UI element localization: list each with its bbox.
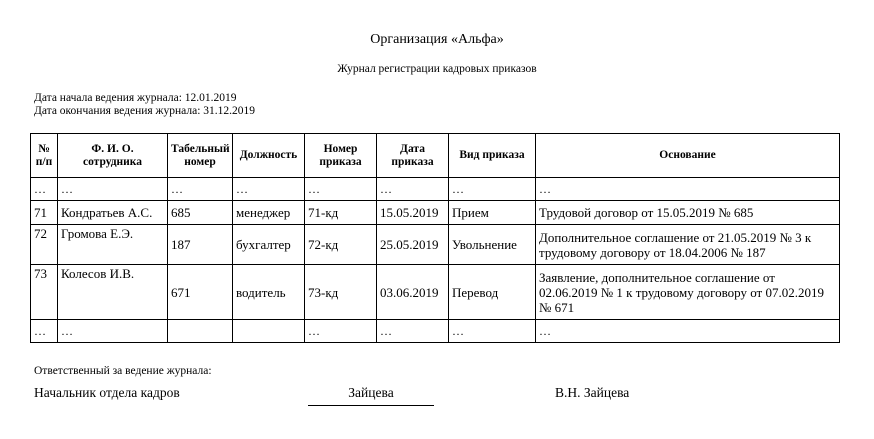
- cell-number: 72: [31, 225, 58, 265]
- responsible-full-name: В.Н. Зайцева: [555, 385, 630, 400]
- col-header-order-type: Вид приказа: [449, 134, 536, 178]
- cell-number: 71: [31, 201, 58, 225]
- col-header-order-number: Номер приказа: [305, 134, 377, 178]
- responsible-label: Ответственный за ведение журнала:: [34, 365, 212, 377]
- table-cell: …: [58, 178, 168, 201]
- table-row: [31, 265, 840, 320]
- table-row-ellipsis-top: [31, 178, 840, 201]
- end-date-line: Дата окончания ведения журнала: 31.12.2019: [34, 105, 256, 117]
- journal-title: Журнал регистрации кадровых приказов: [337, 63, 537, 75]
- cell-order-date: 03.06.2019: [377, 265, 449, 320]
- responsible-position: Начальник отдела кадров: [34, 385, 180, 400]
- table-cell: …: [168, 178, 233, 201]
- cell-name: Кондратьев А.С.: [58, 201, 168, 225]
- cell-position: менеджер: [233, 201, 305, 225]
- orders-register-table: [30, 133, 840, 343]
- cell-order-type: Перевод: [449, 265, 536, 320]
- table-cell: …: [377, 178, 449, 201]
- col-header-name: Ф. И. О. сотрудника: [58, 134, 168, 178]
- cell-tab-number: 671: [168, 265, 233, 320]
- table-row: [31, 225, 840, 265]
- cell-tab-number: 685: [168, 201, 233, 225]
- table-cell: …: [449, 320, 536, 343]
- cell-basis: Трудовой договор от 15.05.2019 № 685: [536, 201, 840, 225]
- cell-order-date: 15.05.2019: [377, 201, 449, 225]
- cell-position: водитель: [233, 265, 305, 320]
- cell-basis: Заявление, дополнительное соглашение от 02.06.2019 № 1 к трудовому договору от 07.02.2019 № 671: [536, 265, 840, 320]
- table-cell: …: [536, 320, 840, 343]
- table-cell: …: [233, 178, 305, 201]
- cell-name: Громова Е.Э.: [58, 225, 168, 265]
- table-cell: [168, 320, 233, 343]
- start-date-line: Дата начала ведения журнала: 12.01.2019: [34, 92, 237, 104]
- cell-basis: Дополнительное соглашение от 21.05.2019 № 3 к трудовому договору от 18.04.2006 № 187: [536, 225, 840, 265]
- organization-name: Организация «Альфа»: [370, 32, 504, 47]
- table-cell: …: [305, 178, 377, 201]
- cell-order-type: Прием: [449, 201, 536, 225]
- table-cell: …: [58, 320, 168, 343]
- col-header-tab-number: Табельный номер: [168, 134, 233, 178]
- table-cell: …: [31, 178, 58, 201]
- journal-dates: [34, 92, 255, 118]
- table-cell: …: [449, 178, 536, 201]
- table-cell: …: [31, 320, 58, 343]
- cell-order-number: 73-кд: [305, 265, 377, 320]
- cell-order-number: 71-кд: [305, 201, 377, 225]
- cell-order-date: 25.05.2019: [377, 225, 449, 265]
- table-cell: [233, 320, 305, 343]
- cell-name: Колесов И.В.: [58, 265, 168, 320]
- cell-tab-number: 187: [168, 225, 233, 265]
- col-header-basis: Основание: [536, 134, 840, 178]
- table-row: [31, 201, 840, 225]
- table-row-ellipsis-bottom: [31, 320, 840, 343]
- table-cell: …: [377, 320, 449, 343]
- col-header-order-date: Дата приказа: [377, 134, 449, 178]
- col-header-number: № п/п: [31, 134, 58, 178]
- cell-number: 73: [31, 265, 58, 320]
- table-cell: …: [305, 320, 377, 343]
- table-header-row: [31, 134, 840, 178]
- table-cell: …: [536, 178, 840, 201]
- signature: Зайцева: [308, 385, 434, 406]
- cell-order-number: 72-кд: [305, 225, 377, 265]
- cell-order-type: Увольнение: [449, 225, 536, 265]
- cell-position: бухгалтер: [233, 225, 305, 265]
- col-header-position: Должность: [233, 134, 305, 178]
